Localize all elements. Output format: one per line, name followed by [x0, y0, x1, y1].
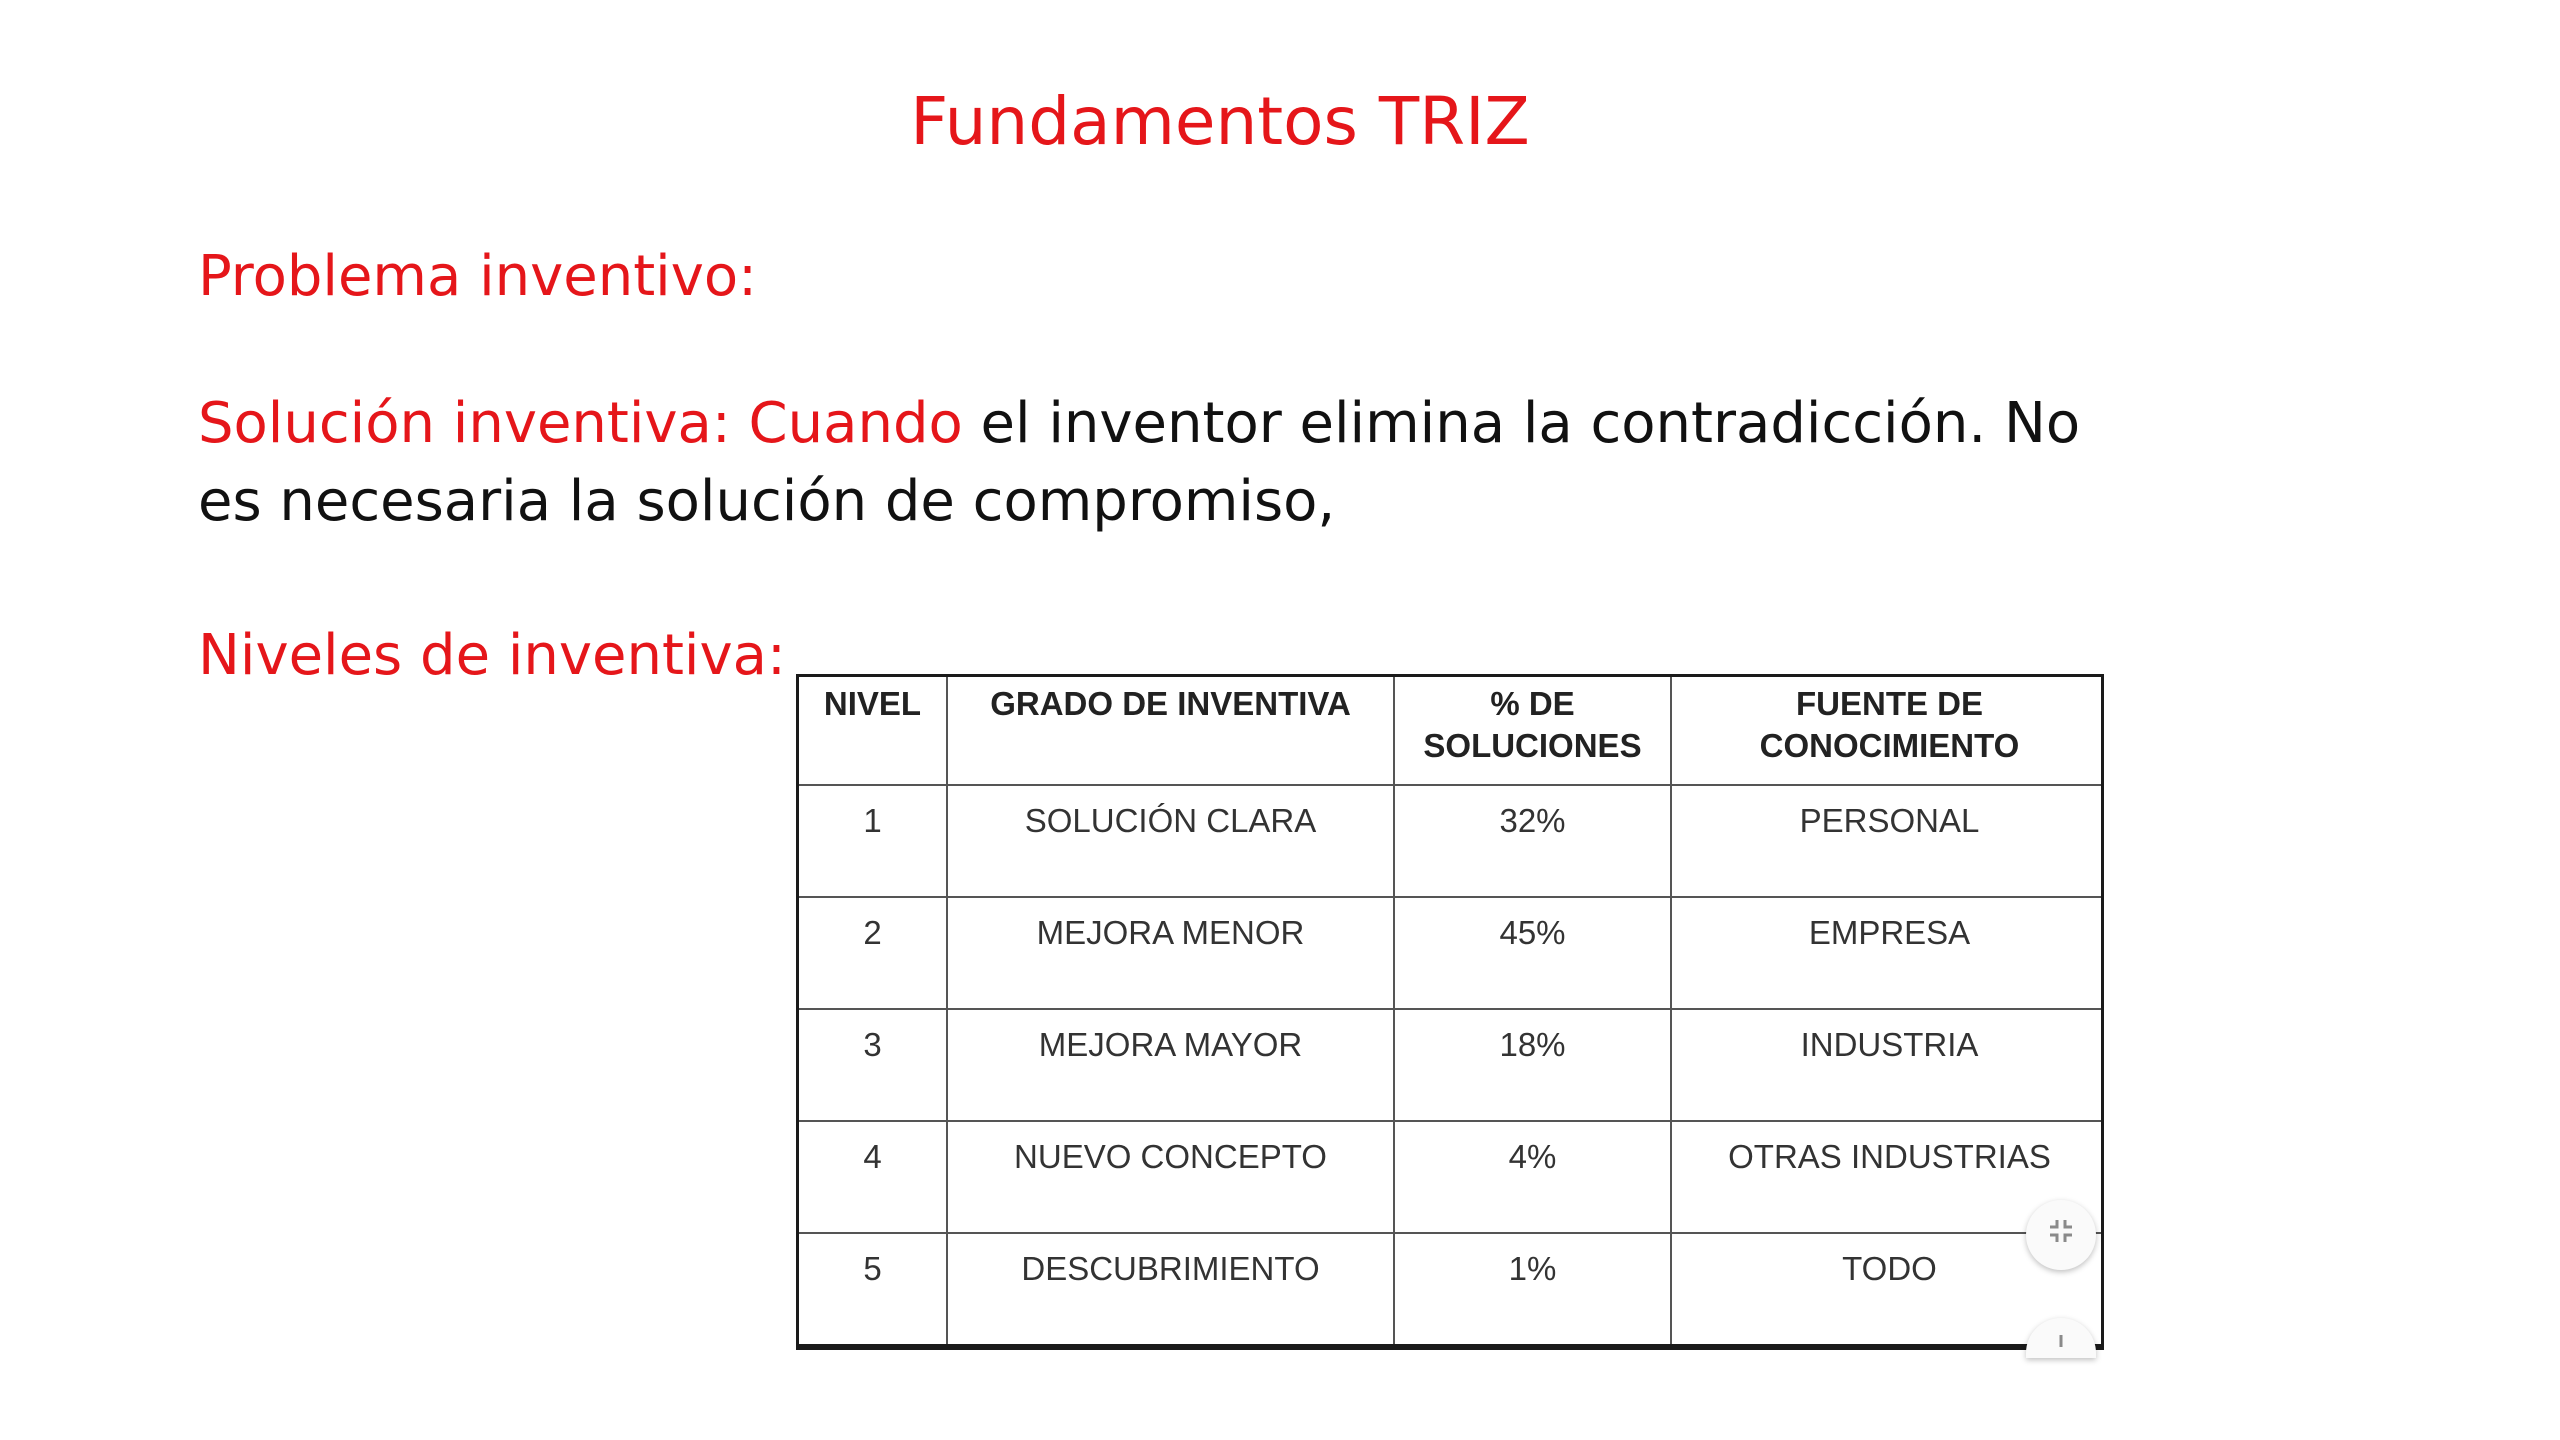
- header-nivel: NIVEL: [799, 677, 947, 785]
- cell-fuente: PERSONAL: [1671, 785, 2104, 897]
- table-row: [799, 1121, 2104, 1233]
- solucion-paragraph: [198, 385, 2098, 541]
- cell-fuente: EMPRESA: [1671, 897, 2104, 1009]
- cell-nivel: 2: [799, 897, 947, 1009]
- cell-fuente: OTRAS INDUSTRIAS: [1671, 1121, 2104, 1233]
- header-grado: GRADO DE INVENTIVA: [947, 677, 1394, 785]
- cell-grado: MEJORA MAYOR: [947, 1009, 1394, 1121]
- problema-label: Problema inventivo:: [198, 244, 757, 309]
- cell-soluciones: 18%: [1394, 1009, 1671, 1121]
- table-row: [799, 785, 2104, 897]
- cell-fuente: INDUSTRIA: [1671, 1009, 2104, 1121]
- collapse-icon: [2046, 1216, 2076, 1254]
- cell-nivel: 3: [799, 1009, 947, 1121]
- more-icon: [2051, 1324, 2071, 1359]
- cell-grado: SOLUCIÓN CLARA: [947, 785, 1394, 897]
- niveles-label: Niveles de inventiva:: [198, 623, 786, 688]
- niveles-table: [799, 677, 2104, 1345]
- cell-nivel: 4: [799, 1121, 947, 1233]
- header-fuente: FUENTE DE CONOCIMIENTO: [1671, 677, 2104, 785]
- cell-soluciones: 4%: [1394, 1121, 1671, 1233]
- collapse-button[interactable]: [2026, 1200, 2096, 1270]
- cell-fuente: TODO: [1671, 1233, 2104, 1345]
- cell-grado: MEJORA MENOR: [947, 897, 1394, 1009]
- cell-soluciones: 45%: [1394, 897, 1671, 1009]
- cell-grado: DESCUBRIMIENTO: [947, 1233, 1394, 1345]
- solucion-text: el inventor elimina la contradicción. No es necesaria la solución de compromiso,: [198, 391, 2081, 534]
- niveles-table-image: [796, 674, 2104, 1350]
- table-header-row: [799, 677, 2104, 785]
- cell-nivel: 1: [799, 785, 947, 897]
- header-soluciones: % DE SOLUCIONES: [1394, 677, 1671, 785]
- table-row: [799, 897, 2104, 1009]
- cell-soluciones: 32%: [1394, 785, 1671, 897]
- cell-soluciones: 1%: [1394, 1233, 1671, 1345]
- table-row: [799, 1009, 2104, 1121]
- table-row: [799, 1233, 2104, 1345]
- cell-nivel: 5: [799, 1233, 947, 1345]
- cell-grado: NUEVO CONCEPTO: [947, 1121, 1394, 1233]
- slide-title: Fundamentos TRIZ: [910, 83, 1530, 160]
- solucion-label: Solución inventiva: Cuando: [198, 391, 963, 456]
